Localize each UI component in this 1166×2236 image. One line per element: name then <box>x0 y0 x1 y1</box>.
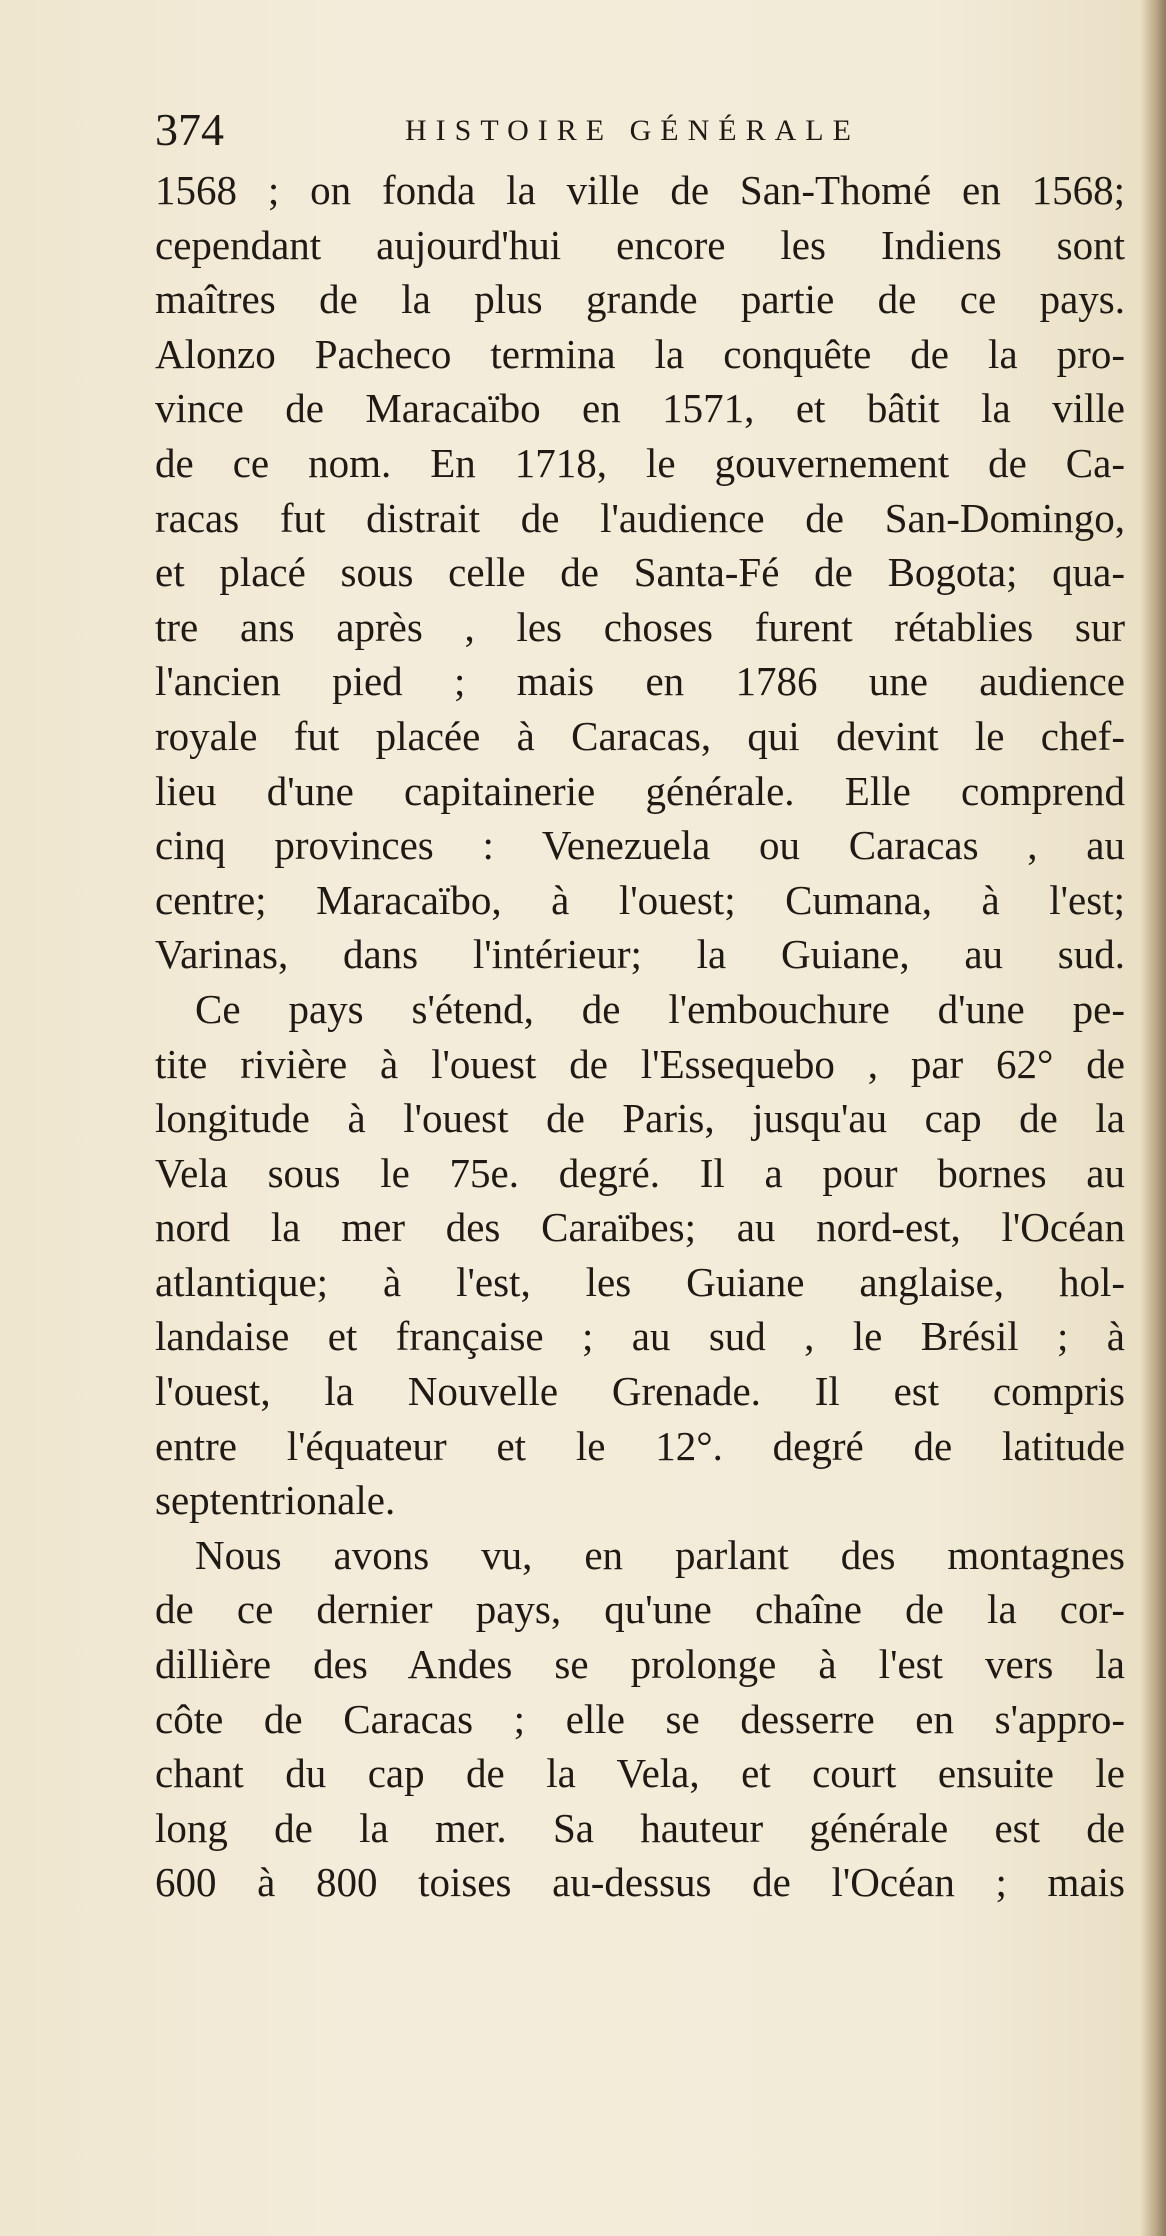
text-line: de ce dernier pays, qu'une chaîne de la cor- <box>155 1586 1125 1633</box>
text-line: vince de Maracaïbo en 1571, et bâtit la ville <box>155 385 1125 432</box>
text-line: l'ouest, la Nouvelle Grenade. Il est compris <box>155 1368 1125 1415</box>
page-number: 374 <box>155 104 224 155</box>
text-line: l'ancien pied ; mais en 1786 une audience <box>155 658 1125 705</box>
text-line: landaise et française ; au sud , le Brésil ; à <box>155 1313 1125 1360</box>
page-header <box>155 100 1115 160</box>
text-line: côte de Caracas ; elle se desserre en s'appro- <box>155 1695 1125 1742</box>
text-line: tre ans après , les choses furent rétablies sur <box>155 603 1125 650</box>
text-line: 600 à 800 toises au-dessus de l'Océan ; mais <box>155 1859 1125 1906</box>
body-text <box>155 163 1125 1910</box>
text-line: atlantique; à l'est, les Guiane anglaise, hol- <box>155 1258 1125 1305</box>
text-line: Varinas, dans l'intérieur; la Guiane, au sud. <box>155 931 1125 978</box>
text-line: de ce nom. En 1718, le gouvernement de Ca- <box>155 439 1125 486</box>
text-line: nord la mer des Caraïbes; au nord-est, l'Océan <box>155 1204 1125 1251</box>
text-line: long de la mer. Sa hauteur générale est de <box>155 1804 1125 1851</box>
page-binding-shadow <box>1140 0 1166 2236</box>
text-line: septentrionale. <box>155 1477 396 1524</box>
text-line: royale fut placée à Caracas, qui devint le chef- <box>155 712 1125 759</box>
text-line: chant du cap de la Vela, et court ensuite le <box>155 1750 1125 1797</box>
text-line: Ce pays s'étend, de l'embouchure d'une pe- <box>195 985 1125 1032</box>
text-line: entre l'équateur et le 12°. degré de latitude <box>155 1422 1125 1469</box>
text-line: tite rivière à l'ouest de l'Essequebo , par 62° de <box>155 1040 1125 1087</box>
text-line: Nous avons vu, en parlant des montagnes <box>195 1531 1125 1578</box>
text-line: Vela sous le 75e. degré. Il a pour bornes au <box>155 1149 1125 1196</box>
text-line: longitude à l'ouest de Paris, jusqu'au cap de la <box>155 1095 1125 1142</box>
text-line: Alonzo Pacheco termina la conquête de la pro- <box>155 330 1125 377</box>
text-line: dillière des Andes se prolonge à l'est vers la <box>155 1641 1125 1688</box>
text-line: cinq provinces : Venezuela ou Caracas , au <box>155 822 1125 869</box>
text-line: maîtres de la plus grande partie de ce pays. <box>155 276 1125 323</box>
text-line: centre; Maracaïbo, à l'ouest; Cumana, à l'est; <box>155 876 1125 923</box>
running-head: HISTOIRE GÉNÉRALE <box>405 114 860 147</box>
text-line: racas fut distrait de l'audience de San-Domingo, <box>155 494 1125 541</box>
text-line: lieu d'une capitainerie générale. Elle comprend <box>155 767 1125 814</box>
text-line: cependant aujourd'hui encore les Indiens sont <box>155 221 1125 268</box>
text-line: et placé sous celle de Santa-Fé de Bogota; qua- <box>155 549 1125 596</box>
text-line: 1568 ; on fonda la ville de San-Thomé en 1568; <box>155 167 1125 213</box>
